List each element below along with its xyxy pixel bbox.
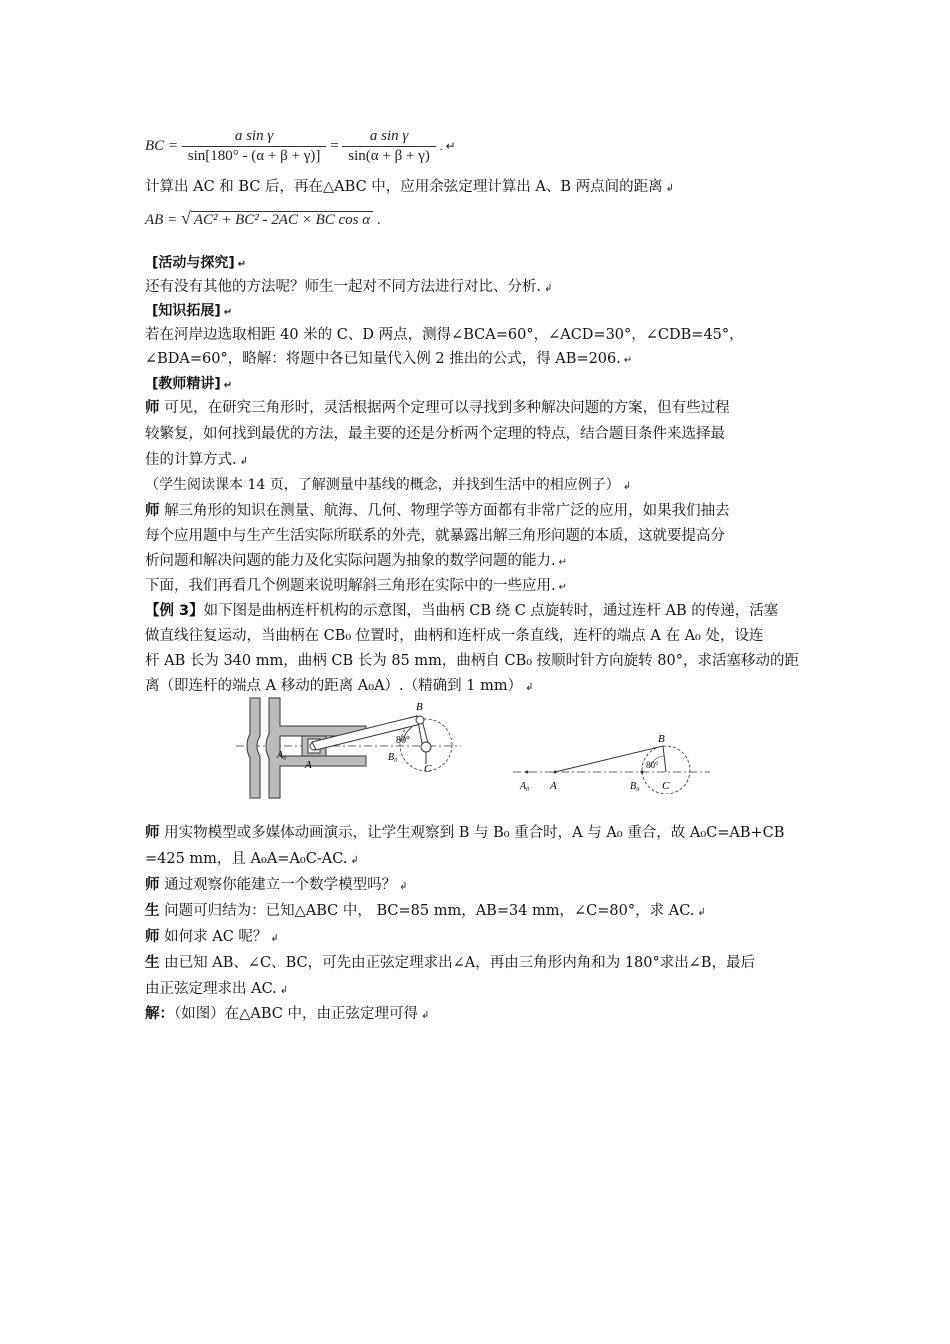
knowledge-line-2 (145, 348, 632, 372)
label-b0: B₀ (630, 781, 640, 792)
dialogue-line-4-content: 如何求 AC 呢？ (164, 929, 268, 945)
label-a0: A₀ (277, 750, 287, 761)
dialogue-line-5-content: 由已知 AB、∠C、BC，可先由正弦定理求出∠A，再由三角形内角和为 180°求出∠B，最后 (164, 955, 756, 971)
point-b0 (641, 771, 644, 774)
joint-b-icon (416, 716, 424, 724)
label-b: B (416, 701, 423, 713)
example-line-4-content: 离（即连杆的端点 A 移动的距离 A₀A）.（精确到 1 mm） (145, 678, 523, 694)
dialogue-line-1 (145, 822, 784, 844)
next-line-content: 下面，我们再看几个例题来说明解斜三角形在实际中的一些应用. (145, 578, 556, 594)
speaker-teacher: 师 (145, 929, 160, 945)
dialogue-line-5b (145, 978, 288, 1002)
formula-bc-tail: . ↵ (439, 138, 456, 153)
label-angle: 80° (396, 735, 410, 746)
para-mark: ↵ (623, 355, 633, 366)
example-line-1-content: 如下图是曲柄连杆机构的示意图，当曲柄 CB 绕 C 点旋转时，通过连杆 AB 的传递，活塞 (203, 603, 779, 619)
cylinder-wall-left (247, 698, 260, 798)
formula-bc-lhs: BC = (145, 137, 179, 154)
teacher-line-1 (145, 397, 730, 419)
label-angle: 80° (646, 760, 659, 770)
text-after-bc-content: 计算出 AC 和 BC 后，再在△ABC 中，应用余弦定理计算出 A、B 两点间的距离 (145, 179, 663, 195)
speaker-student: 生 (145, 955, 160, 971)
activity-text-content: 还有没有其他的方法呢？师生一起对不同方法进行对比、分析. (145, 279, 542, 295)
next-line (145, 575, 567, 599)
knowledge-heading-text: [知识拓展] (152, 303, 221, 319)
example-line-1 (145, 600, 778, 622)
point-a0 (526, 771, 529, 774)
formula-ab-tail: . (376, 212, 381, 228)
segment-bc (663, 746, 666, 772)
line-break-mark: ↲ (525, 682, 534, 693)
para-mark: ↵ (558, 582, 567, 593)
dialogue-line-1-content: 用实物模型或多媒体动画演示，让学生观察到 B 与 B₀ 重合时，A 与 A₀ 重合，故 A₀C=AB+CB (164, 825, 785, 841)
label-c: C (424, 763, 432, 775)
teacher-heading (152, 373, 232, 397)
formula-ab-lhs: AB = (145, 212, 178, 228)
solution-text: （如图）在△ABC 中，由正弦定理可得 (174, 1006, 418, 1022)
knowledge-line-1: 若在河岸边选取相距 40 米的 C、D 两点，测得∠BCA=60°，∠ACD=30°，∠CDB=45°， (145, 327, 744, 343)
formula-bc-frac2-num: a sin γ (369, 128, 409, 144)
activity-heading (152, 252, 246, 276)
dialogue-line-3-content: 问题可归结为：已知△ABC 中， BC=85 mm，AB=34 mm，∠C=80°，求 AC. (164, 903, 695, 919)
triangle-model-figure (510, 724, 715, 794)
knowledge-heading (152, 300, 232, 324)
solution-label: 解： (145, 1006, 174, 1022)
formula-bc-eq: = (330, 137, 339, 154)
point-a (554, 771, 557, 774)
line-break-mark: ↲ (697, 907, 706, 918)
line-break-mark: ↲ (622, 481, 632, 492)
formula-bc-frac1-num: a sin γ (234, 128, 274, 144)
line-break-mark: ↲ (350, 855, 359, 866)
dialogue-line-2 (145, 874, 408, 898)
teacher-heading-text: [教师精讲] (152, 376, 221, 392)
teacher2-line-1 (145, 500, 730, 522)
dialogue-line-1b-content: =425 mm，且 A₀A=A₀C-AC. (145, 851, 348, 867)
dialogue-line-4 (145, 926, 279, 950)
line-break-mark: ↲ (270, 933, 279, 944)
label-a: A (305, 759, 312, 771)
line-break-mark: ↲ (239, 456, 248, 467)
formula-bc-fraction-2 (342, 128, 436, 165)
formula-ab-radicand: AC² + BC² - 2AC × BC cos α (191, 211, 373, 228)
teacher-label: 师 (145, 503, 160, 519)
teacher2-line-1-content: 解三角形的知识在测量、航海、几何、物理学等方面都有非常广泛的应用，如果我们抽去 (164, 503, 730, 519)
label-a0: A₀ (520, 781, 530, 792)
teacher-line-3-content: 佳的计算方式. (145, 452, 237, 468)
joint-c-icon (421, 742, 431, 752)
student-reading-content: （学生阅读课本 14 页，了解测量中基线的概念，并找到生活中的相应例子） (145, 477, 620, 493)
knowledge-line-2-content: ∠BDA=60°，略解：将题中各已知量代入例 2 推出的公式，得 AB=206. (145, 351, 621, 367)
label-a: A (550, 780, 557, 792)
student-reading (145, 474, 631, 498)
dialogue-line-3 (145, 900, 706, 924)
dialogue-line-5b-content: 由正弦定理求出 AC. (145, 981, 277, 997)
para-mark: ↵ (223, 380, 233, 391)
example-label: 【例 3】 (145, 603, 204, 619)
teacher-line-1-content: 可见，在研究三角形时，灵活根据两个定理可以寻找到多种解决问题的方案，但有些过程 (164, 400, 730, 416)
speaker-teacher: 师 (145, 825, 160, 841)
teacher-line-3 (145, 449, 248, 473)
formula-bc (145, 128, 456, 165)
sqrt-sign-icon: √ (180, 208, 191, 228)
dialogue-line-1b (145, 848, 359, 872)
activity-heading-text: [活动与探究] (152, 255, 235, 271)
line-break-mark: ↲ (665, 183, 675, 194)
teacher-line-2: 较繁复，如何找到最优的方法，最主要的还是分析两个定理的特点，结合题目条件来选择最 (145, 426, 725, 442)
formula-bc-frac2-den: sin(α + β + γ) (342, 146, 436, 165)
para-mark: ↵ (223, 307, 233, 318)
example-line-3: 杆 AB 长为 340 mm，曲柄 CB 长为 85 mm，曲柄自 CB₀ 按顺时针方向旋转 80°，求活塞移动的距 (145, 653, 799, 669)
teacher2-line-3 (145, 550, 567, 574)
crank-mechanism-figure (236, 696, 466, 802)
para-mark: ↵ (237, 259, 247, 270)
teacher2-line-2: 每个应用题中与生产生活实际所联系的外壳，就暴露出解三角形问题的本质，这就要提高分 (145, 528, 725, 544)
line-break-mark: ↲ (544, 283, 553, 294)
speaker-teacher: 师 (145, 877, 160, 893)
formula-bc-fraction-1 (182, 128, 327, 165)
line-break-mark: ↲ (399, 881, 408, 892)
line-break-mark: ↲ (279, 985, 289, 996)
formula-bc-frac1-den: sin[180° - (α + β + γ)] (182, 146, 327, 165)
solution-line (145, 1003, 429, 1027)
label-b0: B₀ (388, 752, 398, 763)
label-c: C (662, 780, 670, 792)
dialogue-line-2-content: 通过观察你能建立一个数学模型吗？ (164, 877, 397, 893)
speaker-student: 生 (145, 903, 160, 919)
example-line-2: 做直线往复运动，当曲柄在 CB₀ 位置时，曲柄和连杆成一条直线，连杆的端点 A 在 A₀ 处，设连 (145, 628, 764, 644)
line-break-mark: ↲ (421, 1010, 430, 1021)
activity-text (145, 276, 553, 300)
dialogue-line-5 (145, 952, 755, 974)
text-after-bc (145, 176, 674, 200)
formula-ab (145, 208, 381, 229)
teacher2-line-3-content: 析问题和解决问题的能力及化实际问题为抽象的数学问题的能力. (145, 553, 556, 569)
para-mark: ↵ (558, 557, 567, 568)
teacher-label: 师 (145, 400, 160, 416)
label-b: B (658, 733, 665, 745)
